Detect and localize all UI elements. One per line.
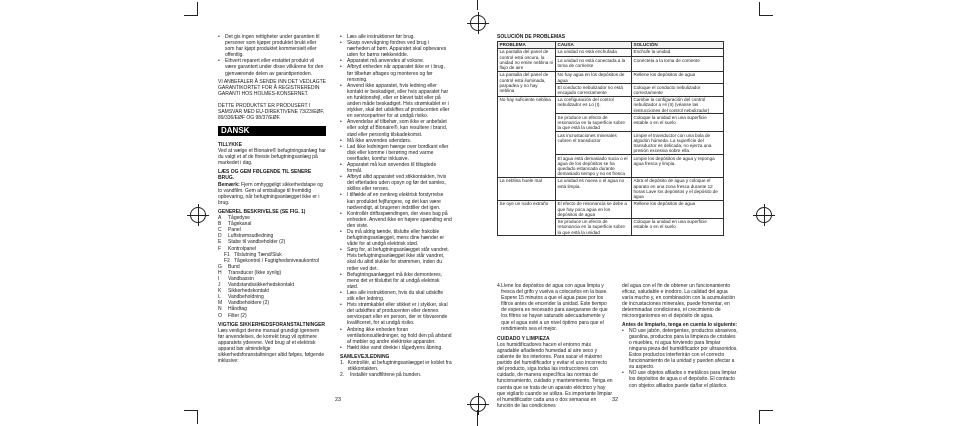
safety-bullet: • Må ikke anvendes udendørs. [340, 138, 452, 144]
cleaning-bullet: • NO use jabón, detergentes, productos abrasivos, gasolina, productos para la limpieza de cristales o muebles, ni agua hirviendo para limpiar ninguna pieza del humidificador por ultrasonidos. Estos productos interferirán con el correcto funcionamiento de la unidad y pueden afectar a su aspecto. [622, 328, 738, 371]
safety-bullet: • Sørg for, at befugtningsanlægget står vandret. Hvis befugtningsanlægget ikke står vandret, skal du altid slukke for strømmen, inden du retter ved det. [340, 247, 452, 271]
left-page-column-1-body [218, 142, 326, 364]
cause-cell: El efecto de resonancia se debe a que hay poca agua en los depósitos de agua [556, 201, 632, 219]
beskrivelse-title: GENEREL BESKRIVELSE [218, 208, 279, 215]
problem-cell: Se oye un ruido extraño [498, 201, 556, 236]
heading-tillykke: TILLYKKE [218, 142, 242, 148]
table-row [498, 72, 724, 84]
paragraph-bemaerk [218, 182, 326, 206]
safety-bullet: • Læs alle instruktioner før brug. [340, 34, 452, 40]
page-number-right: 32 [612, 397, 619, 403]
part-label: Vandbeholdere (2) [228, 300, 270, 307]
part-letter: E [218, 239, 222, 246]
part-label: Filter (2) [228, 312, 247, 319]
solution-cell: Coloque el conducto nebulizador correctamente [632, 84, 724, 96]
cause-cell: Las incrustaciones minerales cubren el transductor [556, 132, 632, 155]
part-letter: F [218, 245, 222, 252]
cause-cell: No hay agua en los depósitos de agua [556, 72, 632, 84]
crop-mark [184, 2, 198, 16]
heading-samle: SAMLEVEJLEDNING [340, 353, 390, 360]
part-label: Panel [228, 227, 241, 234]
troubleshooting-table [497, 41, 724, 236]
assembly-step: 1. Kontrollér, at befugtningsanlægget er koblet fra stikkontakten. [340, 359, 452, 373]
part-label: Vandstandssikkerhedskontakt [228, 282, 295, 289]
warranty-bullet: • Ethvert reparert eller erstattet produkt vil være garantert under disse vilkårene for den gjenværende delen av garantiperioden. [218, 58, 326, 76]
safety-bullet: • Læs alle instruktionen, hvis du skal udskifte stik eller ledning. [340, 290, 452, 302]
paragraph-cuidado: Los humidificadores hacen el entorno más agradable añadiendo humedad al aire seco y caliente de los interiores. Para sacar el máximo partido del humidificador y evitar el uso incorrecto del producto, siga todas las instrucciones con cuidado, de manera específica las normas de funcionamiento, cuidado y mantenimiento. Tenga en cuenta que se trata de un aparato eléctrico y hay que vigilarlo cuando se utiliza. Es importante limpiar el humidificador cada una o dos semanas en función de las condiciones [497, 341, 613, 409]
safety-bullet: • Hvis strømkablet eller stikket er i stykker, skal det udskiftes af producenten eller dennes servicepart eller en person, der er tilsvarende kvalificeret, for at undgå risiko. [340, 302, 452, 326]
part-letter: G [218, 263, 222, 270]
warranty-bullet: • Det gis ingen rettigheter under garantien til personer som kjøper produktet brukt eller som har kjøpt produktet kommersielt eller offentlig. [218, 34, 326, 58]
heading-antes: Antes de limpiarlo, tenga en cuenta lo siguiente: [622, 321, 738, 328]
safety-bullet: • Apparatet må anvendes af voksne. [340, 58, 452, 64]
left-page-column-2 [340, 34, 452, 378]
solution-cell: Rellene los depósitos de agua [632, 72, 724, 84]
safety-bullet: • Skarp overvågning fordres ved brug i nærheden af børn. Apparatet skal opbevares uden for børns rækkevidde. [340, 40, 452, 58]
part-label: Tilslutning Tænd/Sluk [234, 251, 282, 258]
part-letter: L [218, 294, 221, 301]
header-problema: PROBLEMA [498, 42, 556, 49]
fold-line [477, 410, 478, 426]
left-page-column-1 [218, 34, 326, 121]
part-letter: N [218, 306, 222, 313]
assembly-step: 2. Installér vandfiltrene på bunden. [340, 372, 422, 379]
table-row [498, 201, 724, 219]
safety-bullet: • Anvendelse af tilbehør, som ikke er anbefalet eller solgt af Bionaire®, kan resultere i brand, stød eller personlig tilskadekomst. [340, 119, 452, 137]
parts-list [218, 215, 326, 319]
part-label: Kontrolpanel [228, 245, 257, 252]
crop-mark [184, 410, 198, 424]
safety-bullet: • Befugtningsanlægget må ikke demonteres, mens det er tilsluttet for at undgå elektrisk stød. [340, 272, 452, 290]
safety-bullet: • Hæld ikke vand direkte i tågedyens åbning. [340, 345, 452, 351]
part-letter: F2 [224, 257, 230, 264]
table-row [498, 49, 724, 57]
part-label: Stabe til vandbeholder (2) [228, 239, 286, 246]
part-letter: M [218, 300, 223, 307]
part-label: Vandbeholdning [228, 294, 264, 301]
cause-cell: La unidad no está enchufada [556, 49, 632, 57]
part-letter: A [218, 215, 222, 222]
problem-cell: La pantalla del panel de control está iluminada, parpadea y no hay neblina [498, 72, 556, 97]
safety-bullet: • Afbryd enheden når apparatet ikke er i brug, før tilbehør aftages og monteres og før rensning. [340, 64, 452, 82]
part-letter: J [218, 282, 221, 289]
header-causa: CAUSA [556, 42, 632, 49]
part-letter: I [218, 275, 220, 282]
solution-cell: Cambie la configuración del control nebulizador a Hi (II) (véanse las instrucciones del control nebulizador) [632, 96, 724, 114]
part-letter: F1 [224, 251, 230, 258]
fold-line [477, 0, 478, 10]
cause-cell: La configuración del control nebulizador es Lo (I). [556, 96, 632, 114]
heading-vigtige: VIGTIGE SIKKERHEDSFORANSTALTNINGER [218, 321, 326, 328]
cause-cell: Se produce un efecto de resonancia en la superficie sobre la que está la unidad [556, 218, 632, 236]
table-row [498, 178, 724, 201]
table-header-row [498, 42, 724, 49]
safety-bullet: • Apparatet må kun anvendes til tiltagtede formål. [340, 162, 452, 174]
part-letter: O [218, 312, 222, 319]
assembly-step-text: Kontrollér, at befugtningsanlægget er koblet fra stikkontakten. [347, 359, 452, 373]
safety-bullet: • I tilfælde af en ovnkreg elektrisk forstyrrelse kan produktet fejlfungere, og det kan være nødvendigt, at brugeren indstiller det igen. [340, 192, 452, 210]
beskrivelse-ref: (SE FIG. 1) [280, 208, 306, 215]
part-label: Bund [228, 263, 240, 270]
eu-directive-note: DETTE PRODUKTET ER PRODUSERT I SAMSVAR MED EU-DIREKTIVENE 73/23/EØF, 89/336/EØF OG 98/37/EØF. [218, 102, 325, 122]
part-letter: D [218, 233, 222, 240]
paragraph-water-quality: del agua con el fin de obtener un funcionamiento eficaz, saludable e inodoro. La calidad del agua varía mucho y, en combinación con la acumulación de incrustaciones minerales, puede fomentar, en determinadas condiciones, el crecimiento de microorganismos en el depósito de agua. [622, 283, 736, 320]
part-letter: H [218, 269, 222, 276]
step-4-text: Llene los depósitos de agua con agua limpia y fresca del grifo y vuelva a colocarlos en la base. Espere 15 minutos a que el agua pase por los filtros antes de encender la unidad. Este tiempo de espera es necesario para asegurarse de que los filtros se hayan saturado adecuadamente y que el agua esté a un nivel óptimo para que el rendimiento sea el mejor. [501, 283, 608, 332]
safety-bullet: • Du må aldrig tænde, tilslutte eller frakoble befugtningsanlægget, mens dine hænder er våde for at undgå elektrisk stød. [340, 229, 452, 247]
heading-laes: LÆS OG GEM FØLGENDE TIL SENERE BRUG. [218, 169, 312, 182]
solution-cell: Coloque la unidad en una superficie estable o en el suelo [632, 114, 724, 132]
safety-bullets [340, 34, 452, 351]
solution-cell: Rellene los depósitos de agua [632, 201, 724, 219]
heading-cuidado: CUIDADO Y LIMPIEZA [497, 335, 550, 342]
registration-mark [470, 15, 486, 31]
part-label: Tågekontrol / Fugtighedsniveaukontrol [234, 257, 320, 264]
section-title-dansk: DANSK [218, 126, 326, 136]
safety-bullet: • Anbring ikke enheden foran ventilationsudledninger, og hold den på afstand af møbler og andre elektriske apparater. [340, 327, 452, 345]
part-letter: C [218, 227, 222, 234]
step-4 [497, 283, 613, 332]
solution-cell: Abra el depósito de agua y coloque el aparato en una zona fresca durante 12 horas Lave los depósitos y el depósito de agua [632, 178, 724, 201]
crop-mark [759, 410, 773, 424]
safety-bullet: • Lad ikke ledningen hænge over bordkant eller disk eller komme i berøring med varme overflader, komfur inklusive. [340, 144, 452, 162]
step-4-number: 4. [497, 283, 502, 289]
cause-cell: La unidad no está conectada a la toma de corriente [556, 57, 632, 72]
registration-mark [470, 396, 486, 412]
problem-cell: La neblina huele mal [498, 178, 556, 201]
table-row [498, 96, 724, 114]
assembly-step-text: Installér vandfiltrene på bunden. [350, 372, 422, 379]
cause-cell: El agua está demasiado sucia o el agua de los depósitos se ha quedado estancada durante demasiado tiempo y no es fresca [556, 155, 632, 178]
solution-cell: Limpie los depósitos de agua y reponga agua fresca y limpia. [632, 155, 724, 178]
safety-bullet: • Afbryd altid apparatet ved stikkontakten, hvis det efterlades uden opsyn og før det samles, skilles eller renses. [340, 174, 452, 192]
problem-cell: La pantalla del panel de control está oscura, la unidad no emite neblina ni flujo de aire [498, 49, 556, 72]
safety-bullet: • Kontrollér driftsspændingen, der vises bag på enheden. Anvend ikke en højere spænding end den viste. [340, 211, 452, 229]
solution-cell: Limpie el transductor con una bola de algodón húmeda. La superficie del transductor es delicada, no ejerza una presión excesiva sobre ella. [632, 132, 724, 155]
crop-mark [759, 2, 773, 16]
solution-cell: Enchufe la unidad [632, 49, 724, 57]
part-label: Transducer (Ikke synlig) [228, 269, 282, 276]
header-solucion: SOLUCIÓN [632, 42, 724, 49]
right-page-column-1 [497, 283, 613, 409]
cause-cell: El conducto nebulizador no está encajado correctamente [556, 84, 632, 96]
troubleshooting-title: SOLUCIÓN DE PROBLEMAS [497, 34, 566, 40]
part-label: Luftstrømsudledning [228, 233, 274, 240]
page-number-left: 23 [335, 397, 342, 403]
part-letter: K [218, 288, 222, 295]
paragraph-vigtige: Læs venligst denne manual grundigt igennem før anvendelses, de korrekt brug vil optimere apparatets ydeevne. Ved brug af et elektrisk apparat bør almindelige sikkerhedsforanstaltninger altid følges, følgende inklusive: [218, 327, 325, 365]
cleaning-bullet: • NO use objetos afilados o metálicos para limpiar los depósitos de agua o el depósito. El contacto con objetos afilados puede dañar el plástico. [622, 370, 738, 388]
problem-cell: No hay suficiente neblina [498, 96, 556, 177]
safety-bullet: • Anvend ikke apparatet, hvis ledning eller kontakt er beskadiget, eller hvis apparatet har en funktionsfejl, eller er blevet tabt eller på anden måde beskadiget. Hvis strømkablet er i stykker, skal det udskiftes af producenten eller en servicepartner for at undgå risiko. [340, 83, 452, 120]
part-label: Tågedyse [228, 215, 250, 222]
bemaerk-text: Fjern omhyggeligt sikkerhedstape og to vandfilm. Gem al emballage til fremtidig opbevaring, når befugtningsanlægget ikke er i brug. [218, 181, 323, 206]
registration-mark [756, 207, 772, 223]
right-page-column-2 [622, 283, 738, 389]
part-item [218, 313, 326, 319]
part-label: Tågekanal [228, 221, 252, 228]
bemaerk-label: Bemærk: [218, 181, 240, 188]
paragraph-tillykke: Ved at vælge et Bionaire® befugtningsanlæg har du valgt et af de fineste befugtningsanlæg på markedet i dag. [218, 148, 326, 167]
cause-cell: Se produce un efecto de resonancia en la superficie sobre la que está la unidad [556, 114, 632, 132]
cause-cell: La unidad es nueva o el agua no está limpia. [556, 178, 632, 201]
solution-cell: Conéctela a la toma de corriente [632, 57, 724, 72]
part-label: Sikkerhedskontakt [228, 288, 269, 295]
warranty-recommendation: VI ANBEFALER Å SENDE INN DET VEDLAGTE GARANTIKORTET FOR Å REGISTREREDIN GARANTI HOS HOLMES-KONSERNET. [218, 78, 326, 97]
solution-cell: Coloque la unidad en una superficie estable o en el suelo [632, 218, 724, 236]
part-label: Håndtag [228, 306, 247, 313]
registration-mark [190, 207, 206, 223]
part-letter: B [218, 221, 222, 228]
part-label: Vandbassin [228, 275, 254, 282]
